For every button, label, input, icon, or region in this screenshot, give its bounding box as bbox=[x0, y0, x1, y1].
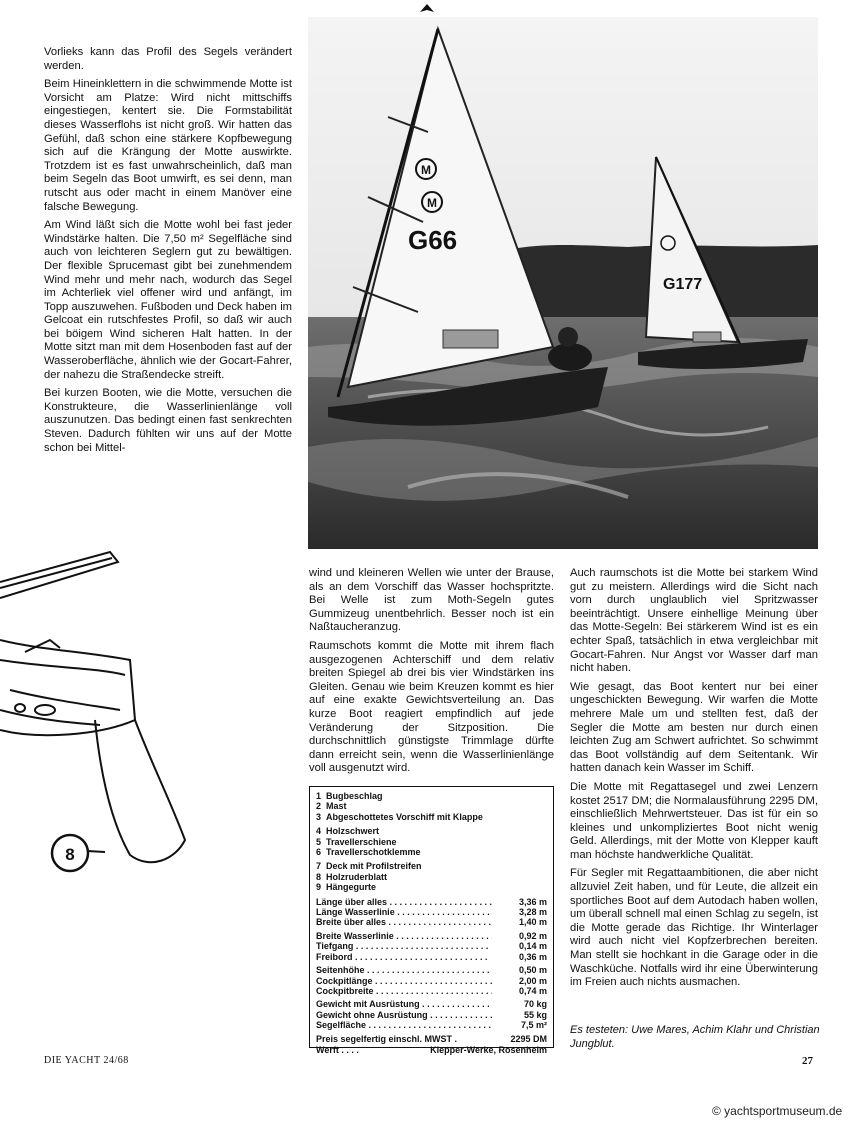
arrow-marker-icon bbox=[420, 4, 434, 16]
dimension-row bbox=[316, 907, 547, 917]
part-number: 5 bbox=[316, 836, 322, 847]
dimensions-list bbox=[316, 897, 547, 1031]
article-left-column bbox=[44, 46, 292, 460]
yard-value: Klepper-Werke, Rosenheim bbox=[430, 1044, 547, 1055]
dimension-label: Gewicht mit Ausrüstung . . . bbox=[316, 999, 492, 1009]
dimension-group bbox=[316, 965, 547, 996]
sail-number: G177 bbox=[663, 276, 703, 293]
class-mark: M bbox=[427, 196, 437, 210]
dimension-label: Gewicht ohne Ausrüstung . . . bbox=[316, 1010, 492, 1020]
page-number: 27 bbox=[802, 1055, 813, 1067]
paragraph: wind und kleineren Wellen wie unter der Brause, als an dem Vorschiff das Wasser hochspritzte. Bei Welle ist zum Moth-Segeln gutes Gummizeug unentbehrlich. Besser noch ist ein Naßtaucheranzug. bbox=[309, 567, 554, 634]
article-right-column bbox=[570, 567, 818, 995]
paragraph: Beim Hineinklettern in die schwimmende Motte ist Vorsicht am Platze: Wird nicht mittschiffs eingestiegen, kentert sie. Die Formstabilität dieses Wasserflohs ist nicht groß. Wir hatten das Gefühl, daß schon eine stärkere Kopfbewegung sich auf die Krängung der Motte auswirkte. Trotzdem ist es fast unwahrscheinlich, daß man beim Segeln das Boot umwirft, es sei denn, man rutscht aus oder macht in einem Manöver eine falsche Bewegung. bbox=[44, 78, 292, 213]
part-item bbox=[316, 837, 547, 847]
sail-number: G66 bbox=[408, 225, 458, 255]
dimension-label: Breite Wasserlinie . . . bbox=[316, 931, 492, 941]
part-label: Holzruderblatt bbox=[326, 871, 388, 882]
part-label: Mast bbox=[326, 801, 347, 812]
part-number: 9 bbox=[316, 882, 322, 893]
part-item bbox=[316, 826, 547, 836]
dimension-group bbox=[316, 999, 547, 1030]
testers-credit: Es testeten: Uwe Mares, Achim Klahr und Christian Jungblut. bbox=[570, 1024, 820, 1050]
dimension-row bbox=[316, 952, 547, 962]
part-item bbox=[316, 791, 547, 801]
part-label: Deck mit Profilstreifen bbox=[326, 861, 422, 872]
parts-group bbox=[316, 861, 547, 892]
sailing-photo bbox=[308, 17, 818, 549]
dimension-group bbox=[316, 897, 547, 928]
dimension-row bbox=[316, 1010, 547, 1020]
paragraph: Vorlieks kann das Profil des Segels verändert werden. bbox=[44, 46, 292, 72]
watermark: © yachtsportmuseum.de bbox=[712, 1104, 843, 1118]
paragraph: Für Segler mit Regattaambitionen, die aber nicht allzuviel Zeit haben, und für Leute, die allzeit ein sportliches Boot auf dem Autodach haben wollen, um überall schnell mal einen Schlag zu segeln, ist die Motte gerade das Richtige. Ihr Winterlager wird auch nicht viel Kopfzerbrechen bereiten. Man stellt sie hochkant in die Garage oder in die Waschküche. Notfalls wird ihr eine Überwinterung im Freien auch nichts ausmachen. bbox=[570, 867, 818, 989]
paragraph: Die Motte mit Regattasegel und zwei Lenzern kostet 2517 DM; die Normalausführung 2295 DM, einschließlich Mehrwertsteuer. Das ist für ein so kleines und unkompliziertes Boot nicht wenig Geld. Allerdings, mit der Motte von Klepper kauft man höchste handwerkliche Qualität. bbox=[570, 780, 818, 861]
paragraph: Wie gesagt, das Boot kentert nur bei einer ungeschickten Bewegung. Wir warfen die Motte mehrere Male um und stellten fest, daß der Segler die Motte am besten nur durch einen leichten Zug am Schwert aufrichtet. So schwimmt das Boot vollständig auf dem Seitentank. Wir hatten danach kein Wasser im Schiff. bbox=[570, 680, 818, 775]
price-row bbox=[316, 1034, 547, 1044]
parts-group bbox=[316, 826, 547, 857]
part-item bbox=[316, 801, 547, 811]
dimension-value: 1,40 m bbox=[492, 917, 547, 927]
part-number: 7 bbox=[316, 861, 322, 872]
paragraph: Am Wind läßt sich die Motte wohl bei fast jeder Windstärke halten. Die 7,50 m² Segelfläche sind auch von leichteren Seglern gut zu bewältigen. Der flexible Sprucemast gibt bei zunehmendem Wind mehr und mehr nach, wodurch das Segel im Achterliek viel offener wird und anfängt, im Topp auszuwehen. Fußboden und Deck haben im Gelcoat ein rutschfestes Profil, so daß wir auch bei böigem Wind sicheren Halt hatten. In der Motte sitzt man mit dem Hosenboden fast auf der Wasseroberfläche, ähnlich wie der Gocart-Fahrer, der nahezu die Straßendecke streift. bbox=[44, 219, 292, 381]
article-middle-column bbox=[309, 567, 554, 781]
dimension-label: Seitenhöhe . . . bbox=[316, 965, 492, 975]
dimension-row bbox=[316, 999, 547, 1009]
dimension-value: 0,74 m bbox=[492, 986, 547, 996]
specification-box bbox=[309, 786, 554, 1055]
class-mark: M bbox=[421, 163, 431, 177]
yard-label: Werft . . . . bbox=[316, 1044, 359, 1055]
dimension-row bbox=[316, 917, 547, 927]
part-item bbox=[316, 861, 547, 871]
part-number: 6 bbox=[316, 847, 322, 858]
dimension-row bbox=[316, 965, 547, 975]
dimension-label: Länge über alles . . . bbox=[316, 897, 492, 907]
dimension-value: 2,00 m bbox=[492, 976, 547, 986]
drawing-callout-label: 8 bbox=[65, 845, 75, 864]
dimension-label: Länge Wasserlinie . . . bbox=[316, 907, 492, 917]
paragraph: Raumschots kommt die Motte mit ihrem flach ausgezogenen Achterschiff und dem relativ breiten Spiegel ab drei bis vier Windstärken ins Gleiten. Genau wie beim Kreuzen kommt es hier auf eine exakte Gewichtsverteilung an. Das kurze Boot reagiert empfindlich auf jede Veränderung der Sitzposition. Die durchschnittlich günstigste Trimmlage dürfte dann erreicht sein, wenn die Wasserlinienlänge voll ausgenutzt wird. bbox=[309, 639, 554, 775]
part-item bbox=[316, 872, 547, 882]
part-number: 1 bbox=[316, 791, 322, 801]
dimension-value: 0,92 m bbox=[492, 931, 547, 941]
dimension-group bbox=[316, 931, 547, 962]
dimension-value: 70 kg bbox=[492, 999, 547, 1009]
parts-list bbox=[316, 791, 547, 893]
part-number: 2 bbox=[316, 801, 322, 812]
yard-row bbox=[316, 1045, 547, 1055]
part-label: Travellerschotklemme bbox=[326, 847, 421, 858]
part-label: Abgeschottetes Vorschiff mit Klappe bbox=[326, 811, 483, 822]
part-item bbox=[316, 847, 547, 857]
dimension-row bbox=[316, 897, 547, 907]
paragraph: Bei kurzen Booten, wie die Motte, versuchen die Konstrukteure, die Wasserlinienlänge voll auszunutzen. Das bedingt einen fast senkrechten Steven. Dadurch fühlten wir uns auf der Motte schon bei Mittel- bbox=[44, 387, 292, 454]
part-number: 4 bbox=[316, 826, 322, 837]
dimension-row bbox=[316, 986, 547, 996]
photo-illustration bbox=[308, 17, 818, 549]
dimension-value: 0,50 m bbox=[492, 965, 547, 975]
part-number: 8 bbox=[316, 871, 322, 882]
dimension-label: Cockpitlänge . . . bbox=[316, 976, 492, 986]
boat-line-drawing bbox=[0, 540, 300, 910]
dimension-label: Freibord . . . bbox=[316, 952, 492, 962]
part-label: Hängegurte bbox=[326, 882, 377, 893]
dimension-row bbox=[316, 941, 547, 951]
magazine-issue: DIE YACHT 24/68 bbox=[44, 1055, 129, 1066]
dimension-row bbox=[316, 976, 547, 986]
dimension-value: 55 kg bbox=[492, 1010, 547, 1020]
parts-group bbox=[316, 791, 547, 822]
dimension-row bbox=[316, 1020, 547, 1030]
part-number: 3 bbox=[316, 811, 322, 822]
dimension-value: 7,5 m² bbox=[492, 1020, 547, 1030]
part-item bbox=[316, 812, 547, 822]
dimension-label: Segelfläche . . . bbox=[316, 1020, 492, 1030]
dimension-value: 0,14 m bbox=[492, 941, 547, 951]
dimension-value: 0,36 m bbox=[492, 952, 547, 962]
paragraph: Auch raumschots ist die Motte bei starkem Wind gut zu meistern. Allerdings wird die Sicht nach vorn durch unglaublich viel Spritzwasser beeinträchtigt. Unsere einhellige Meinung über das Motte-Segeln: Bei stärkerem Wind ist es ein echter Spaß, tatsächlich in etwa vergleichbar mit Gocart-Fahren. Nur Angst vor Wasser darf man nicht haben. bbox=[570, 567, 818, 675]
dimension-row bbox=[316, 931, 547, 941]
price-label: Preis segelfertig einschl. MWST . bbox=[316, 1033, 458, 1044]
dimension-value: 3,36 m bbox=[492, 897, 547, 907]
part-label: Travellerschiene bbox=[326, 836, 397, 847]
dimension-label: Breite über alles . . . bbox=[316, 917, 492, 927]
price-value: 2295 DM bbox=[510, 1033, 547, 1044]
dimension-label: Tiefgang . . . bbox=[316, 941, 492, 951]
part-label: Holzschwert bbox=[326, 826, 380, 837]
part-item bbox=[316, 882, 547, 892]
part-label: Bugbeschlag bbox=[326, 791, 383, 801]
dimension-value: 3,28 m bbox=[492, 907, 547, 917]
dimension-label: Cockpitbreite . . . bbox=[316, 986, 492, 996]
